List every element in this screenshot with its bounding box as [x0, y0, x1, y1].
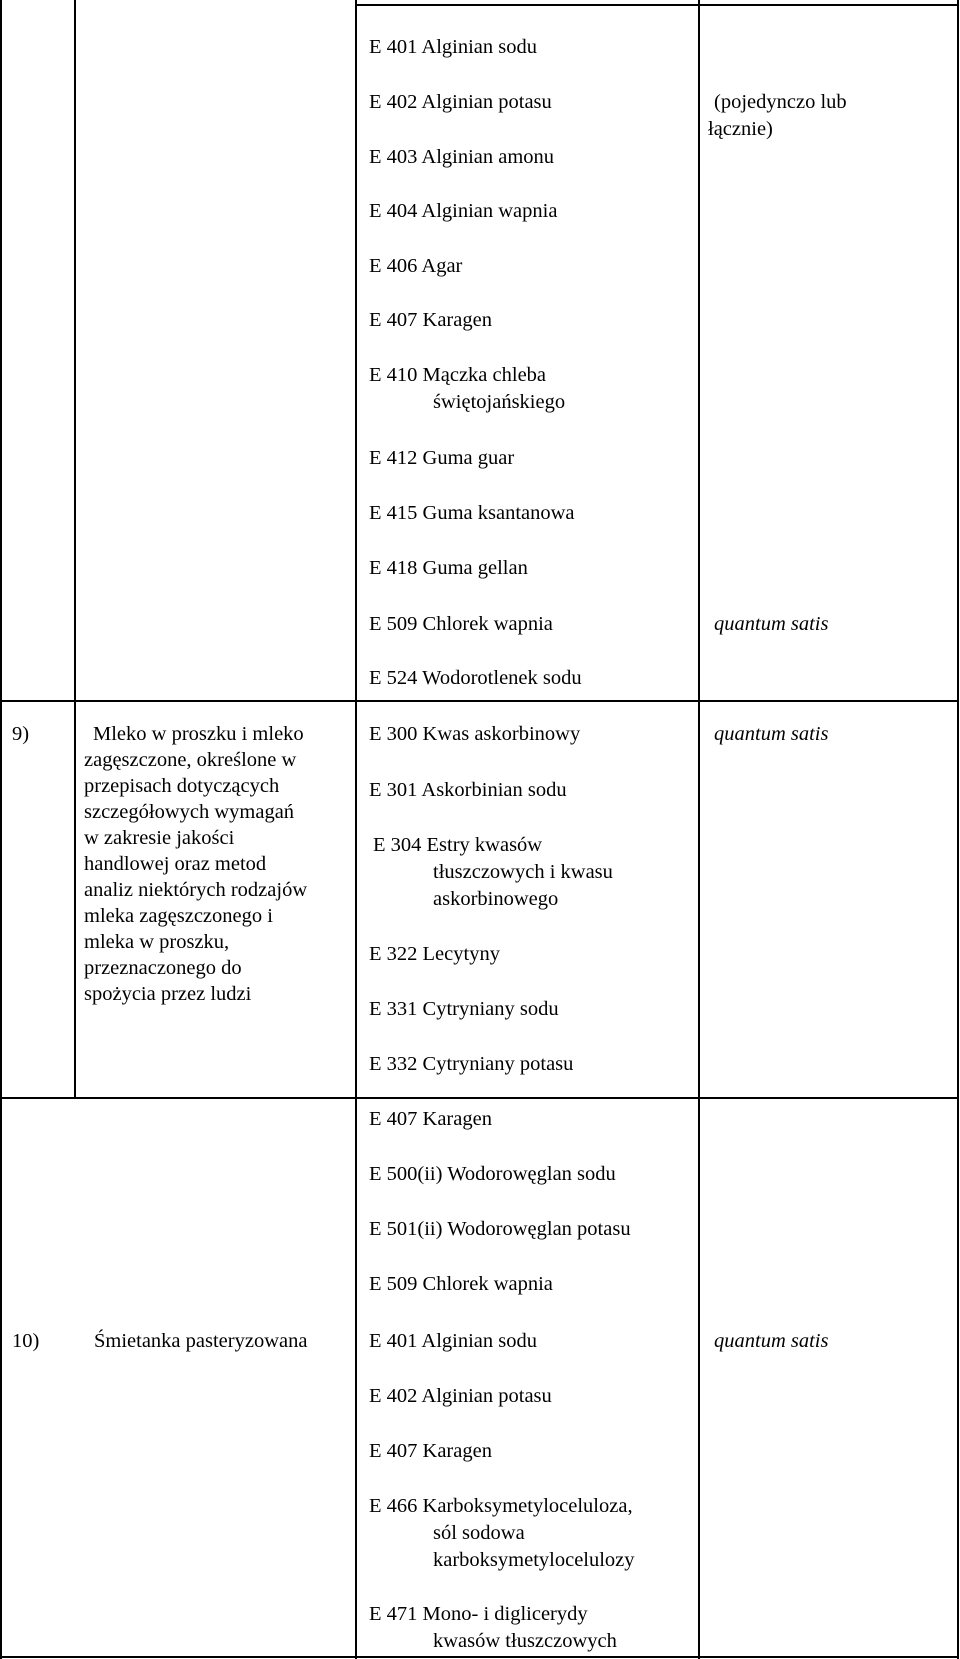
column-divider-category — [355, 0, 357, 1659]
limit-value: quantum satis — [714, 1330, 829, 1352]
additive-item: E 415 Guma ksantanowa — [369, 502, 575, 524]
additive-item: E 406 Agar — [369, 255, 463, 277]
additive-item: E 403 Alginian amonu — [369, 146, 555, 168]
additive-item: E 466 Karboksymetyloceluloza, — [369, 1495, 633, 1517]
additive-item: E 322 Lecytyny — [369, 943, 500, 965]
additive-item: E 300 Kwas askorbinowy — [369, 723, 581, 745]
table-border-top — [355, 4, 959, 6]
additive-item-continuation: kwasów tłuszczowych — [433, 1630, 617, 1652]
additive-item: E 402 Alginian potasu — [369, 1385, 552, 1407]
additive-item: E 471 Mono- i diglicerydy — [369, 1603, 588, 1625]
row-number: 9) — [12, 723, 30, 745]
row-divider-9 — [0, 700, 959, 702]
additive-item-continuation: karboksymetylocelulozy — [433, 1549, 635, 1571]
limit-value: quantum satis — [714, 613, 829, 635]
additive-item: E 412 Guma guar — [369, 447, 515, 469]
additive-item: E 304 Estry kwasów — [373, 834, 543, 856]
additive-item: E 501(ii) Wodorowęglan potasu — [369, 1218, 631, 1240]
additive-item-continuation: świętojańskiego — [433, 391, 566, 413]
additive-item: E 301 Askorbinian sodu — [369, 779, 567, 801]
additive-item-continuation: askorbinowego — [433, 888, 559, 910]
category-description: Mleko w proszku i mleko zagęszczone, określone w przepisach dotyczących szczegółowych wymagań w zakresie jakości handlowej oraz metod analiz niektórych rodzajów mleka zagęszczonego i mleka w proszku, przeznaczonego do spożycia przez ludzi — [84, 723, 308, 1005]
limit-value: quantum satis — [714, 723, 829, 745]
additive-item: E 407 Karagen — [369, 309, 492, 331]
additive-item: E 332 Cytryniany potasu — [369, 1053, 574, 1075]
additive-item: E 410 Mączka chleba — [369, 364, 547, 386]
column-divider-additive — [698, 0, 700, 1659]
additive-item: E 524 Wodorotlenek sodu — [369, 667, 582, 689]
additive-item: E 407 Karagen — [369, 1108, 492, 1130]
limit-note: (pojedynczo lub — [714, 91, 847, 113]
row-divider-10 — [0, 1097, 959, 1099]
category-description: Śmietanka pasteryzowana — [94, 1330, 308, 1352]
additive-item: E 331 Cytryniany sodu — [369, 998, 559, 1020]
additive-item: E 401 Alginian sodu — [369, 36, 537, 58]
additive-item-continuation: tłuszczowych i kwasu — [433, 861, 613, 883]
additive-item: E 418 Guma gellan — [369, 557, 528, 579]
additive-item: E 407 Karagen — [369, 1440, 492, 1462]
additive-item: E 404 Alginian wapnia — [369, 200, 558, 222]
additive-item: E 509 Chlorek wapnia — [369, 613, 553, 635]
additive-item: E 402 Alginian potasu — [369, 91, 552, 113]
additive-item: E 509 Chlorek wapnia — [369, 1273, 553, 1295]
column-divider-number — [74, 0, 76, 1097]
limit-note-continuation: łącznie) — [708, 118, 773, 140]
table-border-left — [0, 0, 2, 1659]
additive-item-continuation: sól sodowa — [433, 1522, 525, 1544]
additive-item: E 500(ii) Wodorowęglan sodu — [369, 1163, 616, 1185]
table-border-right — [957, 0, 959, 1659]
table-border-bottom — [0, 1656, 959, 1658]
row-number: 10) — [12, 1330, 40, 1352]
additive-item: E 401 Alginian sodu — [369, 1330, 537, 1352]
